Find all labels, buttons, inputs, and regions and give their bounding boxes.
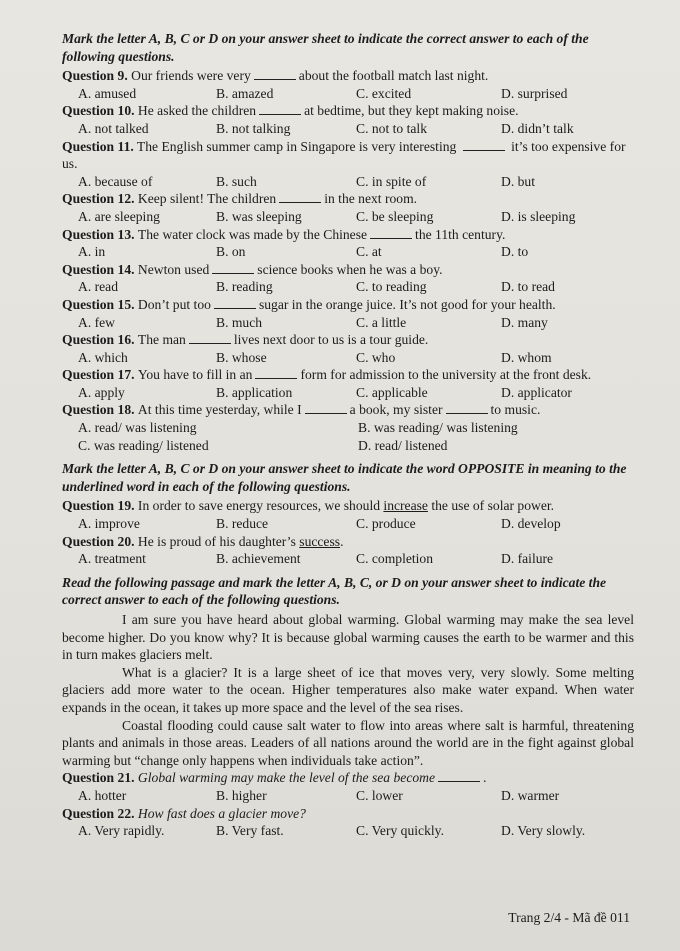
option-a: A. hotter [78, 787, 127, 803]
question-label: Question 10. [62, 103, 135, 119]
option-b: B. whose [216, 349, 267, 365]
underlined-word: increase [383, 498, 428, 514]
question-label: Question 21. [62, 770, 135, 786]
option-b: B. achievement [216, 551, 301, 567]
option-d: D. whom [501, 349, 552, 365]
question-stem-mid: a book, my sister [349, 402, 443, 418]
answer-blank [214, 296, 256, 309]
question-stem: You have to fill in an [137, 367, 253, 383]
question-stem: The man [137, 332, 186, 348]
question-stem-end: the 11th century. [415, 226, 506, 242]
option-a: A. apply [78, 384, 125, 400]
question-stem-end: science books when he was a boy. [257, 261, 443, 277]
option-c: C. completion [356, 551, 434, 567]
question-19 [62, 497, 634, 532]
option-d: D. failure [501, 551, 554, 567]
option-a: A. are sleeping [78, 208, 160, 224]
question-label: Question 14. [62, 261, 135, 277]
option-b: B. reduce [216, 516, 269, 532]
option-d: D. Very slowly. [501, 823, 586, 839]
question-stem: Keep silent! The children [137, 191, 277, 207]
question-label: Question 20. [62, 533, 135, 549]
question-stem: He asked the children [137, 103, 257, 119]
option-a: A. treatment [78, 551, 146, 567]
option-b: B. Very fast. [216, 823, 284, 839]
question-22 [62, 805, 634, 840]
answer-blank [305, 401, 347, 414]
option-b: B. amazed [216, 85, 274, 101]
passage-paragraph: What is a glacier? It is a large sheet of ice that moves very, very slowly. Some melting glaciers add more water to the ocean. Higher temperatures also make water expand. When water expands in the ocean, it takes up more space and the level of the sea rises. [62, 664, 634, 715]
question-stem: At this time yesterday, while I [137, 402, 302, 418]
question-label: Question 18. [62, 402, 135, 418]
opposite-instructions: Mark the letter A, B, C or D on your answer sheet to indicate the word OPPOSITE in meaning to the underlined word in each of the following questions. [62, 461, 627, 494]
question-stem-end: about the football match last night. [298, 68, 489, 84]
option-a: A. because of [78, 173, 153, 189]
option-c: C. was reading/ listened [78, 437, 209, 453]
question-stem-end: sugar in the orange juice. It’s not good for your health. [258, 296, 556, 312]
question-label: Question 16. [62, 332, 135, 348]
question-12 [62, 190, 634, 225]
underlined-word: success [299, 533, 341, 549]
question-stem: Global warming may make the level of the sea become [137, 770, 436, 786]
answer-blank [446, 401, 488, 414]
option-a: A. not talked [78, 120, 149, 136]
option-d: D. many [501, 314, 548, 330]
grammar-instructions: Mark the letter A, B, C or D on your answer sheet to indicate the correct answer to each of the following questions. [62, 31, 589, 64]
question-17 [62, 366, 634, 401]
question-9 [62, 67, 634, 102]
reading-passage [62, 611, 634, 769]
answer-blank [370, 226, 412, 239]
question-stem-end: lives next door to us is a tour guide. [233, 332, 429, 348]
option-b: B. higher [216, 787, 267, 803]
question-stem-end: . [340, 533, 344, 549]
answer-blank [259, 102, 301, 115]
answer-blank [279, 190, 321, 203]
question-label: Question 13. [62, 226, 135, 242]
option-a: A. read [78, 279, 119, 295]
option-d: D. but [501, 173, 535, 189]
option-c: C. excited [356, 85, 412, 101]
question-stem: He is proud of his daughter’s [137, 533, 296, 549]
option-d: D. read/ listened [358, 437, 448, 453]
reading-instructions: Read the following passage and mark the letter A, B, C, or D on your answer sheet to indicate the correct answer to each of the following questions. [62, 574, 607, 608]
question-stem-end: . [483, 770, 487, 786]
option-c: C. produce [356, 516, 416, 532]
question-stem-end: at bedtime, but they kept making noise. [304, 103, 519, 119]
option-b: B. was sleeping [216, 208, 302, 224]
option-a: A. improve [78, 516, 140, 532]
option-d: D. to [501, 244, 529, 260]
answer-blank [255, 366, 297, 379]
option-c: C. to reading [356, 279, 427, 295]
option-c: C. at [356, 244, 382, 260]
option-c: C. a little [356, 314, 407, 330]
question-label: Question 9. [62, 68, 128, 84]
option-a: A. read/ was listening [78, 420, 197, 436]
option-a: A. few [78, 314, 115, 330]
option-d: D. warmer [501, 787, 560, 803]
question-21 [62, 769, 634, 804]
question-stem: In order to save energy resources, we should [137, 498, 381, 514]
option-c: C. not to talk [356, 120, 427, 136]
question-18 [62, 401, 634, 454]
question-label: Question 11. [62, 138, 134, 154]
option-a: A. Very rapidly. [78, 823, 165, 839]
option-a: A. in [78, 244, 106, 260]
question-15 [62, 296, 634, 331]
option-a: A. amused [78, 85, 137, 101]
option-c: C. applicable [356, 384, 428, 400]
question-16 [62, 331, 634, 366]
option-b: B. application [216, 384, 293, 400]
question-10 [62, 102, 634, 137]
answer-blank [212, 261, 254, 274]
answer-blank [438, 769, 480, 782]
question-stem: The English summer camp in Singapore is very interesting [136, 138, 457, 154]
option-d: D. to read [501, 279, 555, 295]
passage-paragraph: I am sure you have heard about global warming. Global warming may make the sea level become higher. Do you know why? It is because global warming causes the earth to be warmer and this in turn makes glaciers melt. [62, 612, 634, 663]
option-d: D. is sleeping [501, 208, 576, 224]
question-stem-end: it’s too expensive for us. [62, 138, 626, 172]
option-c: C. in spite of [356, 173, 427, 189]
option-d: D. didn’t talk [501, 120, 574, 136]
answer-blank [189, 331, 231, 344]
passage-paragraph: Coastal flooding could cause salt water to flow into areas where salt is harmful, threatening plants and animals in those areas. Leaders of all nations around the world are in the fight against global warming but “change only happens when individuals take action”. [62, 717, 634, 768]
option-c: C. be sleeping [356, 208, 434, 224]
question-label: Question 17. [62, 367, 135, 383]
option-b: B. reading [216, 279, 273, 295]
question-label: Question 12. [62, 191, 135, 207]
question-stem: Our friends were very [131, 68, 251, 84]
question-20 [62, 533, 634, 568]
option-b: B. on [216, 244, 246, 260]
question-stem-end: in the next room. [324, 191, 418, 207]
option-b: B. was reading/ was listening [358, 420, 518, 436]
question-stem-end: the use of solar power. [431, 498, 555, 514]
answer-blank [463, 138, 505, 151]
question-14 [62, 261, 634, 296]
option-c: C. lower [356, 787, 403, 803]
option-d: D. surprised [501, 85, 568, 101]
question-stem: How fast does a glacier move? [137, 805, 306, 821]
option-c: C. Very quickly. [356, 823, 444, 839]
question-11 [62, 138, 634, 191]
question-label: Question 22. [62, 805, 135, 821]
question-stem: Don’t put too [137, 296, 211, 312]
option-b: B. such [216, 173, 257, 189]
question-label: Question 15. [62, 296, 135, 312]
option-d: D. develop [501, 516, 561, 532]
question-label: Question 19. [62, 498, 135, 514]
option-c: C. who [356, 349, 396, 365]
question-13 [62, 226, 634, 261]
question-stem: The water clock was made by the Chinese [137, 226, 368, 242]
option-b: B. not talking [216, 120, 291, 136]
option-a: A. which [78, 349, 128, 365]
question-stem: Newton used [137, 261, 210, 277]
question-stem-end: form for admission to the university at the front desk. [300, 367, 592, 383]
page-footer: Trang 2/4 - Mã đề 011 [508, 910, 630, 926]
option-d: D. applicator [501, 384, 572, 400]
answer-blank [254, 67, 296, 80]
question-stem-end: to music. [490, 402, 541, 418]
option-b: B. much [216, 314, 263, 330]
